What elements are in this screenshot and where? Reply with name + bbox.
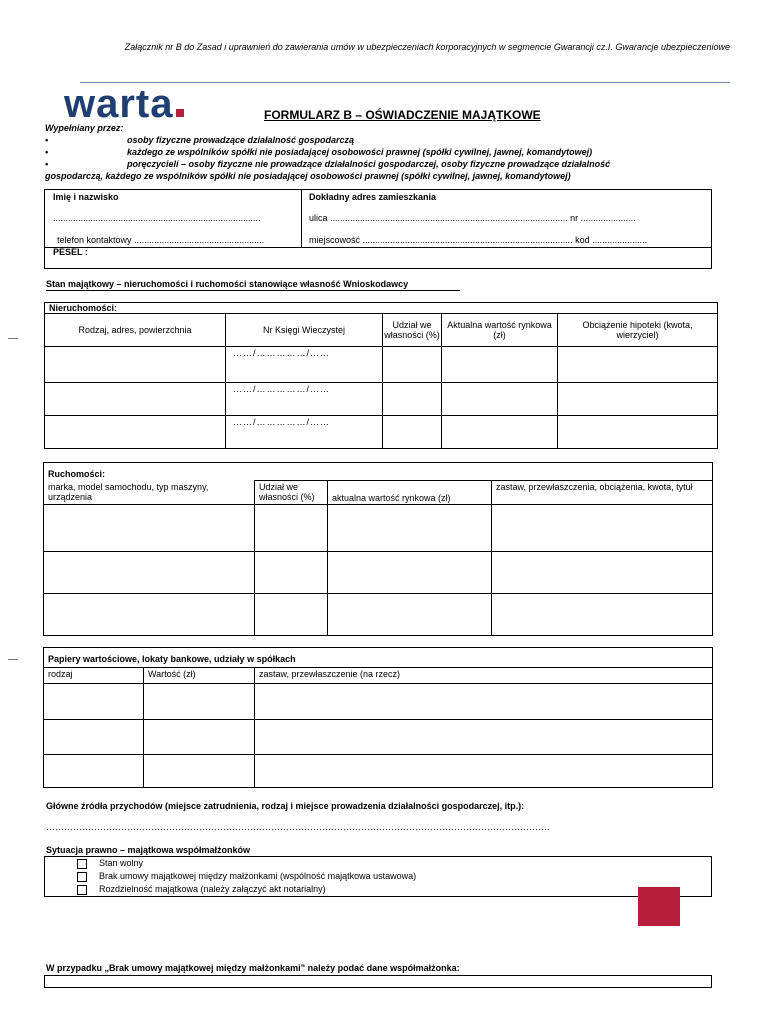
real-estate-table: [44, 302, 718, 449]
warta-logo: [64, 82, 184, 127]
cell[interactable]: [383, 347, 442, 383]
table-row: [44, 755, 713, 788]
col-header: zastaw, przewłaszczenie (na rzecz): [255, 668, 713, 684]
city-row: [309, 235, 647, 245]
cell[interactable]: [45, 416, 226, 449]
table-row: [44, 720, 713, 755]
phone-row: [57, 235, 264, 245]
table-row: [44, 684, 713, 720]
cell[interactable]: [492, 505, 713, 552]
name-field[interactable]: ...................................................................................: [53, 213, 261, 223]
kod-field[interactable]: ......................: [592, 235, 648, 245]
spouse-data-field[interactable]: [44, 975, 712, 988]
street-row: [309, 213, 636, 223]
movables-title: Ruchomości:: [44, 463, 713, 481]
kw-cell[interactable]: [226, 347, 383, 383]
intro-continuation: gospodarczą, każdego ze wspólników spółki nie posiadającej osobowości prawnej (spółki cywilnej, jawnej, komandytowej): [45, 171, 571, 181]
kw-pattern: ……/……………/……: [233, 384, 331, 394]
cell[interactable]: [44, 684, 144, 720]
header-note: Załącznik nr B do Zasad i uprawnień do zawierania umów w ubezpieczeniach korporacyjnych w segmencie Gwarancji cz.I. Gwarancje ubezpieczeniowe: [124, 42, 730, 52]
cell[interactable]: [45, 347, 226, 383]
marital-title: Sytuacja prawno – majątkowa współmałżonków: [46, 845, 251, 855]
cell[interactable]: [255, 720, 713, 755]
checkbox[interactable]: [77, 872, 87, 882]
pesel-label[interactable]: PESEL :: [53, 247, 88, 257]
intro-item-1: osoby fizyczne prowadzące działalność gospodarczą: [127, 135, 355, 145]
cell[interactable]: [255, 552, 328, 594]
movables-table: [43, 462, 713, 636]
income-field[interactable]: ……………………………………………………………………………………………………………………………………………………: [46, 822, 550, 832]
intro-block: [45, 122, 725, 182]
option-label: Rozdzielność majątkowa (należy załączyć akt notarialny): [99, 884, 326, 894]
cell[interactable]: [255, 755, 713, 788]
logo-text: warta: [64, 82, 174, 126]
kw-pattern: ……/……………/……: [233, 348, 331, 358]
intro-label: Wypełniany przez:: [45, 123, 124, 133]
phone-field[interactable]: ....................................................: [134, 235, 265, 245]
marital-options: [77, 857, 416, 896]
nr-field[interactable]: ......................: [580, 213, 636, 223]
name-cell: [45, 190, 302, 247]
col-header: Obciążenie hipoteki (kwota, wierzyciel): [558, 314, 718, 347]
name-label: Imię i nazwisko: [53, 192, 119, 202]
nr-label: nr: [570, 213, 579, 223]
address-label: Dokładny adres zamieszkania: [309, 192, 437, 202]
cell[interactable]: [383, 416, 442, 449]
marital-option[interactable]: [77, 883, 416, 896]
option-label: Stan wolny: [99, 858, 144, 868]
col-header: aktualna wartość rynkowa (zł): [328, 481, 492, 505]
cell[interactable]: [44, 552, 255, 594]
personal-data-box: [44, 189, 712, 269]
col-header: rodzaj: [44, 668, 144, 684]
accent-square: [638, 887, 680, 926]
cell[interactable]: [144, 755, 255, 788]
cell[interactable]: [442, 416, 558, 449]
intro-item-2: każdego ze wspólników spółki nie posiadającej osobowości prawnej (spółki cywilnej, jawnej, komandytowej): [127, 147, 593, 157]
cell[interactable]: [328, 552, 492, 594]
spouse-note: W przypadku „Brak umowy majątkowej między małżonkami” należy podać dane współmałżonka:: [46, 963, 460, 973]
option-label: Brak umowy majątkowej między małżonkami (wspólność majątkowa ustawowa): [99, 871, 417, 881]
margin-mark: [8, 659, 18, 660]
marital-option[interactable]: [77, 857, 416, 870]
col-header: marka, model samochodu, typ maszyny, urządzenia: [44, 481, 255, 505]
cell[interactable]: [558, 416, 718, 449]
col-header: Udział we własności (%): [255, 481, 328, 505]
cell[interactable]: [442, 383, 558, 416]
marital-box: [44, 856, 712, 897]
cell[interactable]: [492, 552, 713, 594]
cell[interactable]: [328, 594, 492, 636]
margin-mark: [8, 338, 18, 339]
cell[interactable]: [558, 383, 718, 416]
phone-label: telefon kontaktowy: [57, 235, 132, 245]
city-field[interactable]: ....................................................................................: [362, 235, 573, 245]
cell[interactable]: [44, 720, 144, 755]
cell[interactable]: [44, 755, 144, 788]
income-label: Główne źródła przychodów (miejsce zatrudnienia, rodzaj i miejsce prowadzenia działalności gospodarczej, itp.):: [46, 801, 525, 811]
kod-label: kod: [575, 235, 590, 245]
cell[interactable]: [255, 684, 713, 720]
bullet: •: [45, 135, 49, 145]
table-row: [45, 383, 718, 416]
cell[interactable]: [144, 720, 255, 755]
bullet: •: [45, 147, 49, 157]
address-cell: [302, 190, 711, 247]
street-label: ulica: [309, 213, 328, 223]
cell[interactable]: [442, 347, 558, 383]
marital-option[interactable]: [77, 870, 416, 883]
table-row: [44, 552, 713, 594]
checkbox[interactable]: [77, 859, 87, 869]
checkbox[interactable]: [77, 885, 87, 895]
intro-item-3: poręczycieli – osoby fizyczne nie prowadzące działalności gospodarczej, osoby fizyczne prowadzące działalność: [127, 159, 611, 169]
cell[interactable]: [383, 383, 442, 416]
cell[interactable]: [144, 684, 255, 720]
kw-cell[interactable]: [226, 416, 383, 449]
kw-pattern: ……/……………/……: [233, 417, 331, 427]
logo-dot: [176, 109, 184, 117]
col-header: Nr Księgi Wieczystej: [226, 314, 383, 347]
cell[interactable]: [44, 594, 255, 636]
cell[interactable]: [328, 505, 492, 552]
col-header: Aktualna wartość rynkowa (zł): [442, 314, 558, 347]
bullet: •: [45, 159, 49, 169]
table-row: [45, 416, 718, 449]
table-row: [45, 347, 718, 383]
street-field[interactable]: ...............................................................................................: [330, 213, 568, 223]
assets-heading: Stan majątkowy – nieruchomości i ruchomości stanowiące własność Wnioskodawcy: [46, 279, 409, 289]
cell[interactable]: [558, 347, 718, 383]
securities-title: Papiery wartościowe, lokaty bankowe, udziały w spółkach: [44, 648, 713, 668]
table-row: [44, 594, 713, 636]
cell[interactable]: [255, 594, 328, 636]
assets-heading-underline: [46, 290, 460, 291]
cell[interactable]: [492, 594, 713, 636]
securities-table: [43, 647, 713, 788]
pesel-divider: [45, 247, 711, 248]
kw-cell[interactable]: [226, 383, 383, 416]
cell[interactable]: [255, 505, 328, 552]
col-header: Udział we własności (%): [383, 314, 442, 347]
col-header: Wartość (zł): [144, 668, 255, 684]
cell[interactable]: [45, 383, 226, 416]
cell[interactable]: [44, 505, 255, 552]
city-label: miejscowość: [309, 235, 361, 245]
real-estate-title: Nieruchomości:: [45, 303, 718, 314]
form-title: FORMULARZ B – OŚWIADCZENIE MAJĄTKOWE: [264, 108, 541, 122]
table-row: [44, 505, 713, 552]
col-header: zastaw, przewłaszczenia, obciążenia, kwota, tytuł: [492, 481, 713, 505]
col-header: Rodzaj, adres, powierzchnia: [45, 314, 226, 347]
